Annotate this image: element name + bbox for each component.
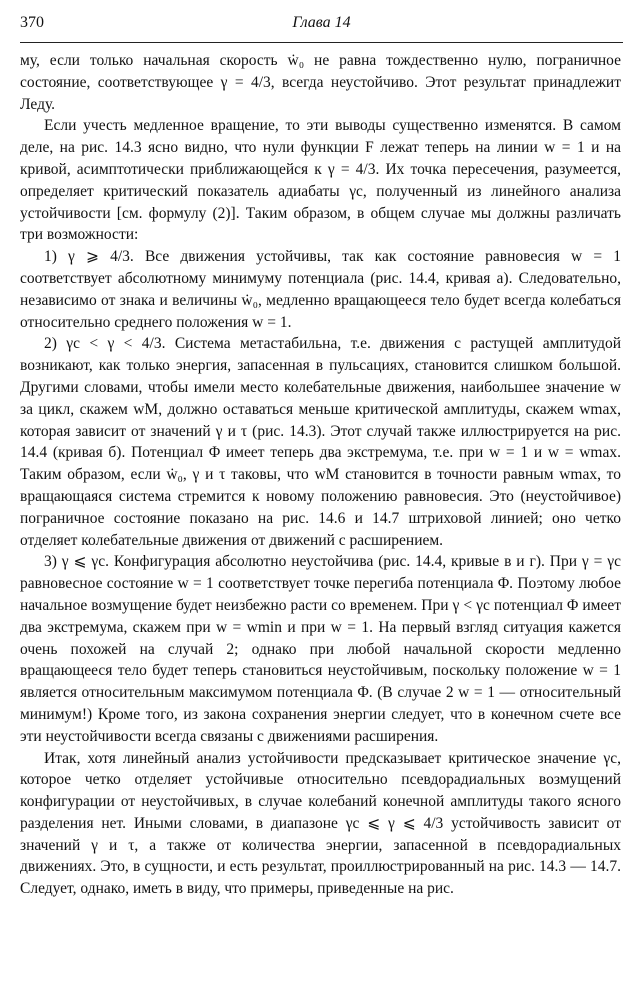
header-rule [20, 42, 623, 43]
paragraph-case-2: 2) γc < γ < 4/3. Система метастабильна, т.е. движения с растущей амплитудой возникают, как только энергия, запасенная в пульсациях, становится слишком большой. Другими словами, чтобы имели место колебательные движения, наибольшее значение w за цикл, скажем wM, должно оставаться меньше критической амплитуды, скажем wmax, которая зависит от значений γ и τ (рис. 14.3). Этот случай также иллюстрируется на рис. 14.4 (кривая б). Потенциал Φ имеет теперь два экстремума, т.е. при w = 1 и w = wmax. Таким образом, если ẇ₀, γ и τ таковы, что wM становится в точности равным wmax, то вращающаяся система стремится к новому положению равновесия. Это (неустойчивое) пограничное состояние показано на рис. 14.6 и 14.7 штриховой линией; оно четко отделяет колебательные движения от движений с расширением. [20, 335, 621, 549]
page-header [20, 14, 623, 36]
page-number: 370 [20, 14, 44, 31]
paragraph-continuation: му, если только начальная скорость ẇ₀ не равна тождественно нулю, пограничное состояние, соответствующее γ = 4/3, всегда неустойчиво. Этот результат принадлежит Леду. [20, 52, 621, 113]
running-head: Глава 14 [292, 14, 351, 31]
paragraph-case-3: 3) γ ⩽ γc. Конфигурация абсолютно неустойчива (рис. 14.4, кривые в и г). При γ = γc равновесное состояние w = 1 соответствует точке перегиба потенциала Φ. Поэтому любое начальное возмущение будет неизбежно расти со временем. При γ < γc потенциал Φ имеет два экстремума, скажем при w = wmin и при w = 1. На первый взгляд ситуация кажется очень похожей на случай 2; однако при любой начальной скорости медленно вращающееся тело будет теперь становиться неустойчивым, поскольку положение w = 1 является относительным максимумом потенциала Φ. (В случае 2 w = 1 — относительный минимум!) Кроме того, из закона сохранения энергии следует, что в конечном счете все эти неустойчивости всегда связаны с движениями расширения. [20, 553, 621, 745]
paragraph-conclusion: Итак, хотя линейный анализ устойчивости предсказывает критическое значение γc, которое четко отделяет устойчивые относительно псевдорадиальных возмущений конфигурации от неустойчивых, в случае колебаний конечной амплитуды такого ясного разделения нет. Иными словами, в диапазоне γc ⩽ γ ⩽ 4/3 устойчивость зависит от значений γ и τ, а также от количества энергии, запасенной в псевдорадиальных движениях. Это, в сущности, и есть результат, проиллюстрированный на рис. 14.3 — 14.7. Следует, однако, иметь в виду, что примеры, приведенные на рис. [20, 749, 621, 898]
body-text [20, 50, 621, 900]
paragraph-case-1: 1) γ ⩾ 4/3. Все движения устойчивы, так как состояние равновесия w = 1 соответствует абсолютному минимуму потенциала (рис. 14.4, кривая а). Следовательно, независимо от знака и величины ẇ₀, медленно вращающееся тело будет всегда колебаться относительно среднего положения w = 1. [20, 248, 621, 331]
paragraph-slow-rotation: Если учесть медленное вращение, то эти выводы существенно изменятся. В самом деле, на рис. 14.3 ясно видно, что нули функции F лежат теперь на линии w = 1 и на кривой, асимптотически приближающейся к γ = 4/3. Их точка пересечения, разумеется, определяет критический показатель адиабаты γc, полученный из линейного анализа устойчивости [см. формулу (2)]. Таким образом, в общем случае мы должны различать три возможности: [20, 117, 621, 244]
